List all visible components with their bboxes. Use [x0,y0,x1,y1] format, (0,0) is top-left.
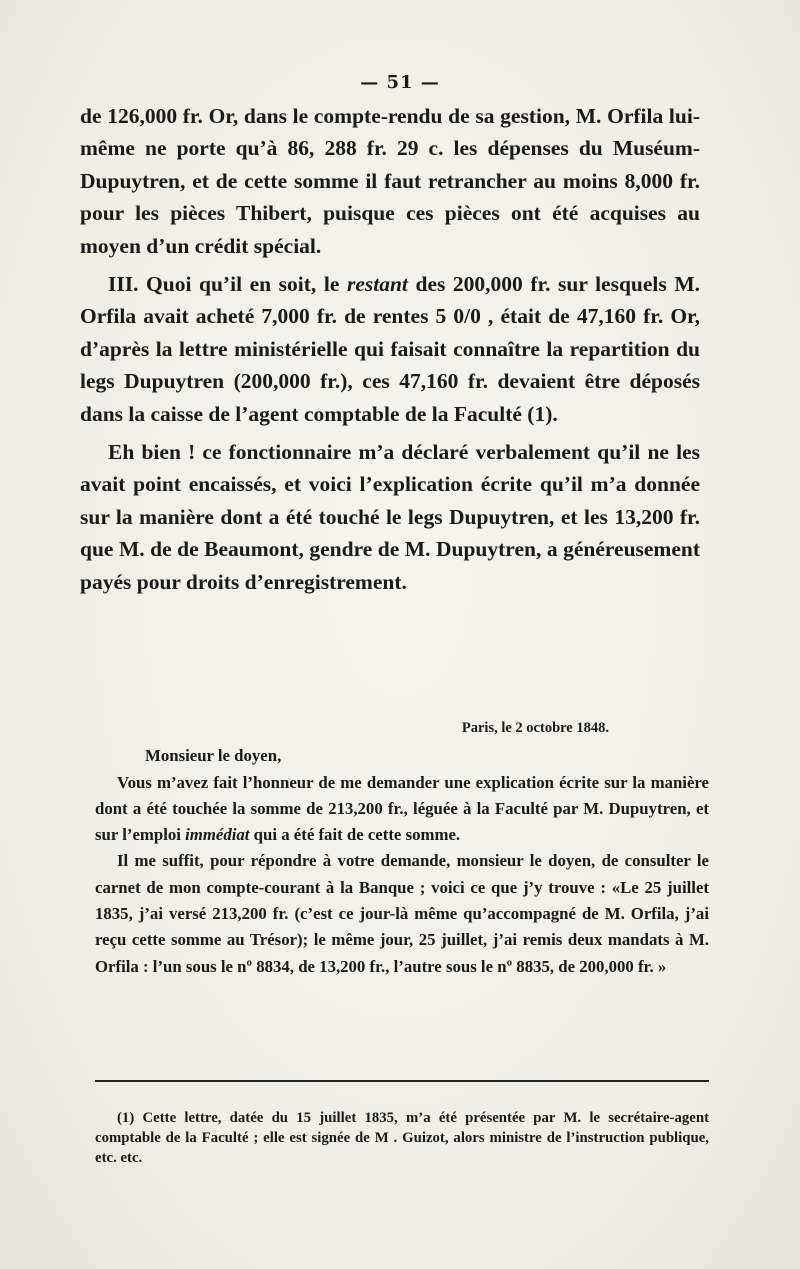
letter-p1-after: qui a été fait de cette somme. [253,825,461,845]
paragraph-3: Eh bien ! ce fonctionnaire m’a déclaré verbalement qu’il ne les avait point encaissés, et voici l’explication écrite qu’il m’a donnée sur la manière dont a été touché le legs Dupuytren, et les 13,200 fr. que M. de de Beaumont, gendre de M. Dupuytren, a généreusement payés pour droits d’enregistrement. [80,440,700,594]
letter-date: Paris, le 2 octobre 1848. [461,720,609,736]
letter-paragraph-2: Il me suffit, pour répondre à votre demande, monsieur le doyen, de consulter le carnet de mon compte-courant à la Banque ; voici ce que j’y trouve : «Le 25 juillet 1835, j’ai versé 213,200 fr. (c’est ce jour-là même qu’accompagné de M. Orfila, j’ai reçu cette somme au Trésor); le même jour, 25 juillet, j’ai remis deux mandats à M. Orfila : l’un sous le nº 8834, de 13,200 fr., l’autre sous le nº 8835, de 200,000 fr. » [95,851,709,976]
italic-immediat: immédiat [185,825,250,845]
footnote-text: (1) Cette lettre, datée du 15 juillet 1835, m’a été présentée par M. le secrétaire-agent comptable de la Faculté ; elle est signée de M . Guizot, alors ministre de l’instruction publique, etc. etc. [95,1110,709,1166]
paragraph-2 [80,268,700,430]
letter-salutation: Monsieur le doyen, [145,746,282,766]
main-text [80,100,700,604]
italic-restant: restant [346,272,408,297]
quoted-letter [95,715,709,980]
paragraph-2-rest: des 200,000 fr. sur lesquels M. Orfila avait acheté 7,000 fr. de rentes 5 0/0 , était de 47,160 fr. Or, d’après la lettre ministérielle qui faisait connaître la repartition du legs Dupuytren (200,000 fr.), ces 47,160 fr. devaient être déposés dans la caisse de l’agent comptable de la Faculté (1). [80,272,701,426]
letter-paragraph-1 [95,770,709,849]
letter-p1-before: Vous m’avez fait l’honneur de me demander une explication écrite sur la manière dont a été touchée la somme de 213,200 fr., léguée à la Faculté par M. Dupuytren, et sur l’emploi [95,772,709,845]
footnote-divider [95,1080,709,1082]
paragraph-1: de 126,000 fr. Or, dans le compte-rendu de sa gestion, M. Orfila lui-même ne porte qu’à 86, 288 fr. 29 c. les dépenses du Muséum-Dupuytren, et de cette somme il faut retrancher au moins 8,000 fr. pour les pièces Thibert, puisque ces pièces ont été acquises au moyen d’un crédit spécial. [80,104,700,258]
paragraph-2-start: III. Quoi qu’il en soit, le [108,272,340,297]
page-number: — 51 — [360,72,440,93]
footnote [95,1108,709,1168]
